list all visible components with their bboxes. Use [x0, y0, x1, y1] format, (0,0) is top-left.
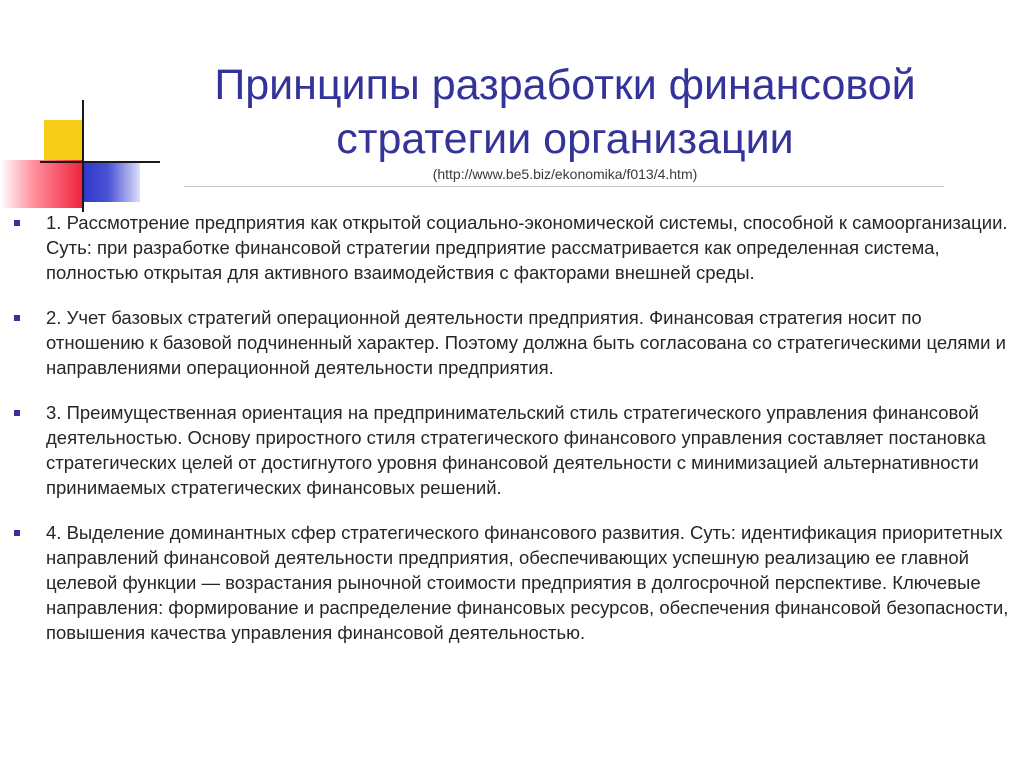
list-item-text: 2. Учет базовых стратегий операционной деятельности предприятия. Финансовая стратегия носит по отношению к базовой подчиненный характер. Поэтому должна быть согласована со стратегическими целями и направлениями операционной деятельности предприятия. — [46, 307, 1006, 378]
red-gradient-block — [0, 160, 84, 208]
list-item — [14, 400, 1016, 500]
list-item-text: 3. Преимущественная ориентация на предпринимательский стиль стратегического управления финансовой деятельностью. Основу приростного стиля стратегического финансового управления составляет постановка стратегических целей от достигнутого уровня финансовой деятельности с минимизацией альтернативности принимаемых стратегических финансовых решений. — [46, 402, 986, 498]
blue-gradient-block — [82, 162, 140, 202]
square-bullet-icon — [14, 220, 20, 226]
list-item — [14, 210, 1016, 285]
square-bullet-icon — [14, 315, 20, 321]
horizontal-line — [40, 161, 160, 163]
list-item-text: 1. Рассмотрение предприятия как открытой социально-экономической системы, способной к самоорганизации. Суть: при разработке финансовой стратегии предприятие рассматривается как определенная система, полностью открытая для активного взаимодействия с факторами внешней среды. — [46, 212, 1008, 283]
square-bullet-icon — [14, 410, 20, 416]
vertical-line — [82, 100, 84, 212]
slide-title — [180, 58, 950, 166]
principles-list — [14, 210, 1016, 665]
yellow-square — [44, 120, 82, 162]
square-bullet-icon — [14, 530, 20, 536]
title-divider — [184, 186, 944, 187]
list-item — [14, 520, 1016, 645]
source-link[interactable]: (http://www.be5.biz/ekonomika/f013/4.htm) — [432, 166, 698, 182]
list-item-text: 4. Выделение доминантных сфер стратегического финансового развития. Суть: идентификация приоритетных направлений финансовой деятельности предприятия, обеспечивающих успешную реализацию ее главной целевой функции — возрастания рыночной стоимости предприятия в долгосрочной перспективе. Ключевые направления: формирование и распределение финансовых ресурсов, обеспечения финансовой безопасности, повышения качества управления финансовой деятельностью. — [46, 522, 1009, 643]
title-line-2: стратегии организации — [336, 115, 794, 163]
decorative-corner-graphic — [0, 0, 200, 220]
list-item — [14, 305, 1016, 380]
title-line-1: Принципы разработки финансовой — [214, 61, 916, 109]
